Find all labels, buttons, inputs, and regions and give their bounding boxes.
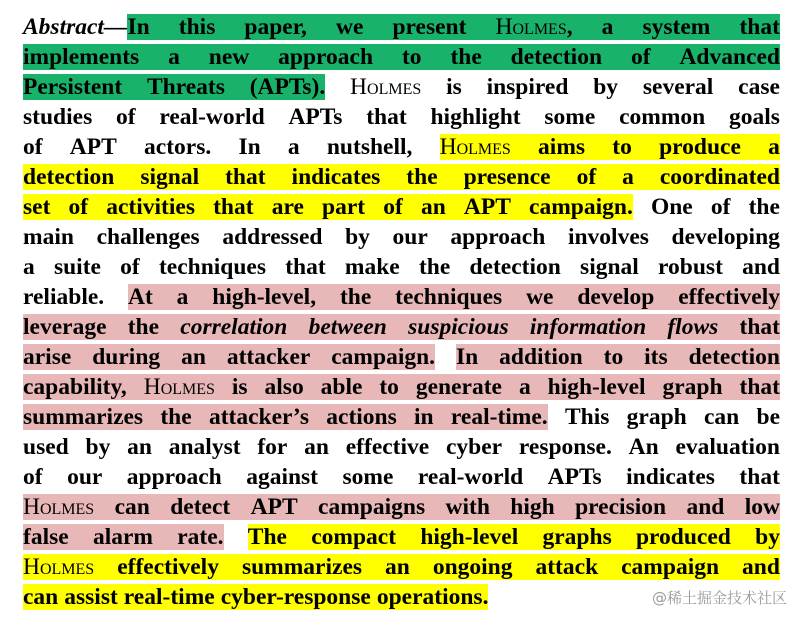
abstract-word: APT — [251, 492, 298, 522]
abstract-word: The — [248, 522, 287, 552]
abstract-line — [23, 192, 780, 222]
abstract-word: of — [116, 104, 136, 130]
abstract-word: system — [643, 12, 711, 42]
abstract-word: a — [622, 162, 634, 192]
abstract-word: new — [209, 42, 249, 72]
abstract-line — [23, 252, 780, 282]
abstract-word: Holmes — [440, 132, 511, 162]
abstract-word: addition — [499, 342, 583, 372]
abstract-word: robust — [658, 254, 723, 280]
abstract-word: that — [285, 254, 326, 280]
abstract-word: Threats — [147, 72, 225, 102]
abstract-word: to — [604, 342, 624, 372]
abstract-word: cyber-response — [221, 582, 371, 612]
abstract-word: high-level, — [212, 282, 316, 312]
abstract-word: that — [366, 104, 407, 130]
abstract-word: to — [612, 132, 632, 162]
abstract-word: of — [23, 134, 43, 160]
abstract-word: inspired — [486, 74, 569, 100]
abstract-word: some — [544, 104, 596, 130]
abstract-word: approach — [126, 464, 222, 490]
abstract-word: graph — [626, 404, 687, 430]
abstract-word: for — [257, 434, 288, 460]
abstract-word: real-world — [159, 104, 265, 130]
abstract-word: that — [739, 14, 780, 40]
abstract-word: attack — [535, 552, 598, 582]
abstract-line — [23, 312, 780, 342]
abstract-word: analyst — [168, 434, 241, 460]
abstract-word: some — [342, 464, 394, 490]
abstract-word: several — [642, 74, 714, 100]
abstract-word: Holmes, — [496, 12, 573, 42]
abstract-word: Abstract—In — [23, 12, 150, 42]
abstract-line — [23, 102, 780, 132]
abstract-word: a — [168, 42, 180, 72]
abstract-word: high-level — [420, 522, 518, 552]
abstract-word: by — [345, 224, 370, 250]
abstract-word: campaign. — [529, 194, 633, 220]
abstract-line — [23, 462, 780, 492]
abstract-word: correlation — [180, 312, 287, 342]
abstract-word: information — [530, 312, 646, 342]
abstract-word: coordinated — [659, 164, 780, 190]
abstract-line — [23, 162, 780, 192]
abstract-word: of — [577, 162, 597, 192]
abstract-word: are — [272, 192, 304, 222]
abstract-word: attacker’s — [209, 402, 309, 432]
abstract-word: capability, — [23, 372, 127, 402]
abstract-word: the — [160, 402, 191, 432]
abstract-word: ongoing — [433, 552, 513, 582]
abstract-line — [23, 132, 780, 162]
abstract-word: that — [739, 314, 780, 340]
abstract-word: assist — [64, 582, 118, 612]
abstract-word: flows — [667, 312, 718, 342]
abstract-word: APTs — [547, 464, 602, 490]
abstract-line — [23, 552, 780, 582]
abstract-word: its — [644, 342, 668, 372]
abstract-word: campaigns — [318, 492, 425, 522]
abstract-word: APT — [69, 134, 117, 160]
abstract-word: to — [379, 372, 399, 402]
abstract-line — [23, 522, 780, 552]
abstract-line — [23, 402, 780, 432]
abstract-word: detection — [469, 254, 561, 280]
abstract-word: Holmes — [144, 372, 215, 402]
abstract-word: common — [619, 104, 706, 130]
abstract-word: evaluation — [675, 434, 780, 460]
abstract-word: involves — [567, 224, 649, 250]
abstract-word: techniques — [158, 254, 267, 280]
abstract-word: In — [238, 134, 261, 160]
abstract-word: attacker — [227, 342, 311, 372]
abstract-word: be — [756, 404, 780, 430]
abstract-word: APT — [464, 192, 511, 222]
abstract-word: detection — [511, 42, 602, 72]
abstract-word: we — [526, 282, 553, 312]
abstract-word: studies — [23, 104, 93, 130]
abstract-word: Holmes — [23, 492, 94, 522]
abstract-word: An — [628, 434, 659, 460]
abstract-word: challenges — [96, 224, 200, 250]
abstract-word: suite — [53, 254, 101, 280]
abstract-word: response. — [518, 434, 612, 460]
abstract-word: cyber — [446, 434, 503, 460]
abstract-word: high-level — [548, 372, 646, 402]
abstract-word: graphs — [543, 522, 612, 552]
abstract-line — [23, 492, 780, 522]
abstract-word: is — [446, 74, 462, 100]
abstract-word: leverage — [23, 312, 107, 342]
abstract-word: case — [738, 74, 780, 100]
abstract-word: present — [392, 12, 466, 42]
abstract-word: and — [742, 254, 780, 280]
abstract-word: a — [23, 254, 35, 280]
abstract-word: paper, — [244, 12, 306, 42]
abstract-word: of — [120, 254, 140, 280]
abstract-word: real-time — [124, 582, 215, 612]
abstract-word: this — [179, 12, 216, 42]
abstract-word: operations. — [376, 584, 489, 610]
abstract-word: actions — [326, 402, 397, 432]
abstract-word: our — [392, 224, 428, 250]
abstract-line — [23, 222, 780, 252]
abstract-word: is — [232, 372, 248, 402]
abstract-word: signal — [580, 254, 639, 280]
abstract-word: approach — [278, 42, 373, 72]
abstract-word: by — [593, 74, 619, 100]
abstract-word: addressed — [222, 224, 323, 250]
abstract-word: produced — [636, 522, 731, 552]
abstract-word: APTs — [288, 104, 343, 130]
abstract-word: to — [402, 42, 422, 72]
abstract-word: between — [309, 312, 387, 342]
abstract-word: that — [213, 192, 253, 222]
abstract-word: during — [92, 342, 160, 372]
abstract-line — [23, 372, 780, 402]
watermark: @稀土掘金技术社区 — [651, 589, 787, 607]
abstract-word: One — [650, 194, 693, 220]
abstract-word: part — [322, 192, 365, 222]
abstract-word: goals — [729, 104, 780, 130]
abstract-word: the — [418, 254, 451, 280]
abstract-word: produce — [659, 132, 741, 162]
abstract-word: actors. — [144, 134, 212, 160]
abstract-word: false — [23, 522, 69, 552]
abstract-word: summarizes — [23, 402, 143, 432]
abstract-word: a — [519, 372, 531, 402]
abstract-word: detect — [170, 492, 230, 522]
abstract-word: effective — [345, 434, 430, 460]
abstract-word: campaign. — [331, 344, 436, 370]
abstract-word: detection — [688, 344, 780, 370]
abstract-word: by — [85, 434, 111, 460]
abstract-word: generate — [416, 372, 502, 402]
abstract-word: rate. — [177, 524, 224, 550]
abstract-word: campaign — [621, 552, 719, 582]
abstract-word: of — [23, 464, 43, 490]
abstract-word: an — [181, 342, 206, 372]
abstract-word: and — [686, 492, 724, 522]
abstract-word: approach — [450, 224, 546, 250]
abstract-word: alarm — [93, 522, 153, 552]
abstract-word: real-time. — [450, 404, 548, 430]
abstract-word: by — [755, 524, 780, 550]
abstract-word: Holmes — [350, 74, 422, 100]
abstract-word: of — [631, 42, 651, 72]
abstract-word: nutshell, — [326, 134, 413, 160]
abstract-line — [23, 282, 780, 312]
abstract-word: used — [23, 434, 69, 460]
abstract-word: detection — [23, 162, 114, 192]
abstract-word: with — [446, 492, 490, 522]
abstract-word: also — [265, 372, 304, 402]
abstract-word: low — [744, 494, 780, 520]
abstract-word: real-world — [417, 464, 524, 490]
abstract-word: effectively — [117, 552, 219, 582]
abstract-word: a — [287, 134, 300, 160]
abstract-word: we — [336, 12, 363, 42]
abstract-word: can — [115, 492, 150, 522]
abstract-word: (APTs). — [249, 74, 326, 100]
abstract-word: that — [225, 162, 265, 192]
abstract-word: make — [344, 254, 400, 280]
abstract-word: aims — [538, 132, 585, 162]
abstract-word: arise — [23, 342, 71, 372]
abstract-word: the — [406, 162, 437, 192]
abstract-word: of — [69, 192, 89, 222]
abstract-word: This — [564, 404, 610, 430]
abstract-word: activities — [106, 192, 195, 222]
abstract-word: the — [340, 282, 371, 312]
abstract-word: Holmes — [23, 552, 94, 582]
abstract-word: the — [450, 42, 481, 72]
abstract-word: At — [128, 282, 153, 312]
abstract-word: an — [385, 552, 410, 582]
abstract-word: Advanced — [679, 44, 780, 70]
abstract-word: able — [321, 372, 363, 402]
abstract-word: that — [739, 464, 780, 490]
abstract-line — [23, 432, 780, 462]
abstract-word: can — [703, 404, 740, 430]
abstract-word: graph — [662, 372, 722, 402]
abstract-word: In — [456, 342, 478, 372]
abstract-word: the — [128, 312, 159, 342]
abstract-word: an — [127, 434, 152, 460]
abstract-word: a — [602, 12, 614, 42]
abstract-word: developing — [671, 224, 780, 250]
abstract-word: an — [304, 434, 329, 460]
abstract-heading: Abstract— — [23, 14, 128, 40]
abstract-line — [23, 342, 780, 372]
abstract-word: the — [748, 194, 780, 220]
abstract-word: indicates — [626, 464, 715, 490]
abstract-word: Persistent — [23, 72, 122, 102]
abstract-word: that — [739, 374, 780, 400]
abstract-word: highlight — [430, 104, 521, 130]
abstract-word: a — [177, 282, 189, 312]
abstract-word: implements — [23, 42, 139, 72]
abstract-word: presence — [464, 162, 551, 192]
abstract-line — [23, 72, 780, 102]
abstract-word: set — [23, 192, 50, 222]
abstract-word: main — [23, 224, 74, 250]
abstract-word: against — [246, 464, 319, 490]
abstract-word: our — [67, 464, 103, 490]
abstract-word: and — [742, 554, 780, 580]
abstract-line — [23, 42, 780, 72]
abstract-word: an — [421, 192, 446, 222]
abstract-word: develop — [577, 282, 654, 312]
abstract-word: of — [383, 192, 403, 222]
abstract-word: techniques — [395, 282, 502, 312]
abstract-word: suspicious — [408, 312, 509, 342]
abstract-word: signal — [140, 162, 199, 192]
abstract-word: effectively — [678, 284, 780, 310]
abstract-word: can — [23, 582, 58, 612]
abstract-word: summarizes — [242, 552, 362, 582]
abstract-word: reliable. — [23, 284, 105, 310]
abstract-word: high — [510, 492, 554, 522]
abstract-word: compact — [311, 522, 396, 552]
abstract-word: precision — [575, 492, 666, 522]
abstract-word: in — [414, 402, 434, 432]
abstract-word: a — [768, 134, 780, 160]
abstract-line — [23, 12, 780, 42]
abstract-word: of — [710, 194, 731, 220]
abstract-word: indicates — [292, 162, 381, 192]
